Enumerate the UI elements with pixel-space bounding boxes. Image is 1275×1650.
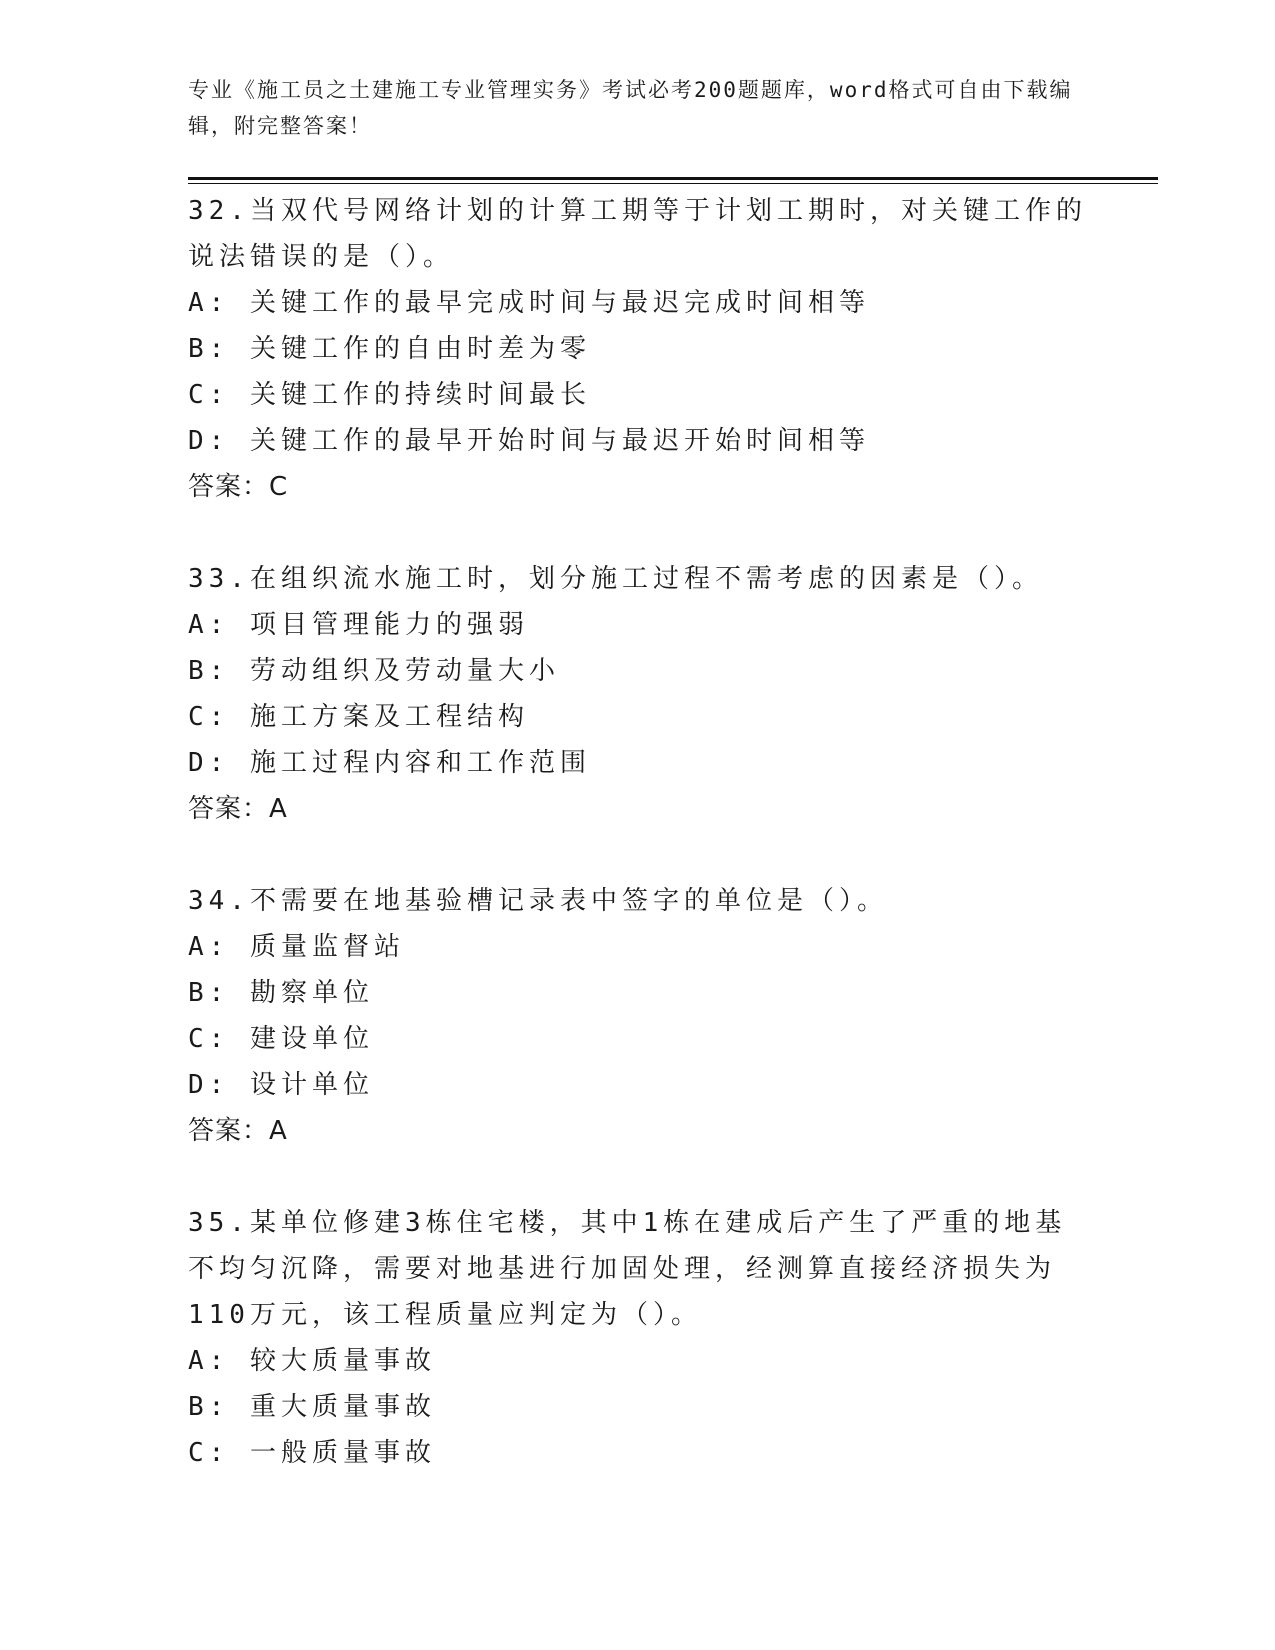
option-b: B: 重大质量事故 — [188, 1392, 436, 1422]
question-item — [188, 1200, 1088, 1476]
option-b: B: 勘察单位 — [188, 978, 374, 1008]
option-a: A: 质量监督站 — [188, 932, 405, 962]
question-item — [188, 188, 1088, 510]
question-item — [188, 556, 1088, 832]
option-c: C: 建设单位 — [188, 1024, 374, 1054]
answer-line: 答案：A — [188, 1116, 288, 1146]
option-a: A: 较大质量事故 — [188, 1346, 436, 1376]
option-c: C: 关键工作的持续时间最长 — [188, 380, 591, 410]
header-divider-thick — [188, 177, 1158, 180]
option-a: A: 关键工作的最早完成时间与最迟完成时间相等 — [188, 288, 870, 318]
question-stem: 32.当双代号网络计划的计算工期等于计划工期时，对关键工作的说法错误的是（）。 — [188, 196, 1087, 272]
answer-line: 答案：C — [188, 472, 289, 502]
option-d: D: 施工过程内容和工作范围 — [188, 748, 591, 778]
header-divider-thin — [188, 183, 1158, 184]
option-c: C: 一般质量事故 — [188, 1438, 436, 1468]
option-d: D: 关键工作的最早开始时间与最迟开始时间相等 — [188, 426, 870, 456]
option-b: B: 劳动组织及劳动量大小 — [188, 656, 560, 686]
question-item — [188, 878, 1088, 1154]
option-b: B: 关键工作的自由时差为零 — [188, 334, 591, 364]
option-c: C: 施工方案及工程结构 — [188, 702, 529, 732]
answer-line: 答案：A — [188, 794, 288, 824]
question-stem: 33.在组织流水施工时，划分施工过程不需考虑的因素是（）。 — [188, 564, 1043, 594]
question-stem: 34.不需要在地基验槽记录表中签字的单位是（）。 — [188, 886, 888, 916]
document-header-text: 专业《施工员之土建施工专业管理实务》考试必考200题题库，word格式可自由下载编辑，附完整答案！ — [188, 78, 1073, 138]
option-d: D: 设计单位 — [188, 1070, 374, 1100]
question-list — [188, 188, 1088, 1522]
option-a: A: 项目管理能力的强弱 — [188, 610, 529, 640]
question-stem: 35.某单位修建3栋住宅楼，其中1栋在建成后产生了严重的地基不均匀沉降，需要对地基进行加固处理，经测算直接经济损失为110万元，该工程质量应判定为（）。 — [188, 1208, 1067, 1330]
